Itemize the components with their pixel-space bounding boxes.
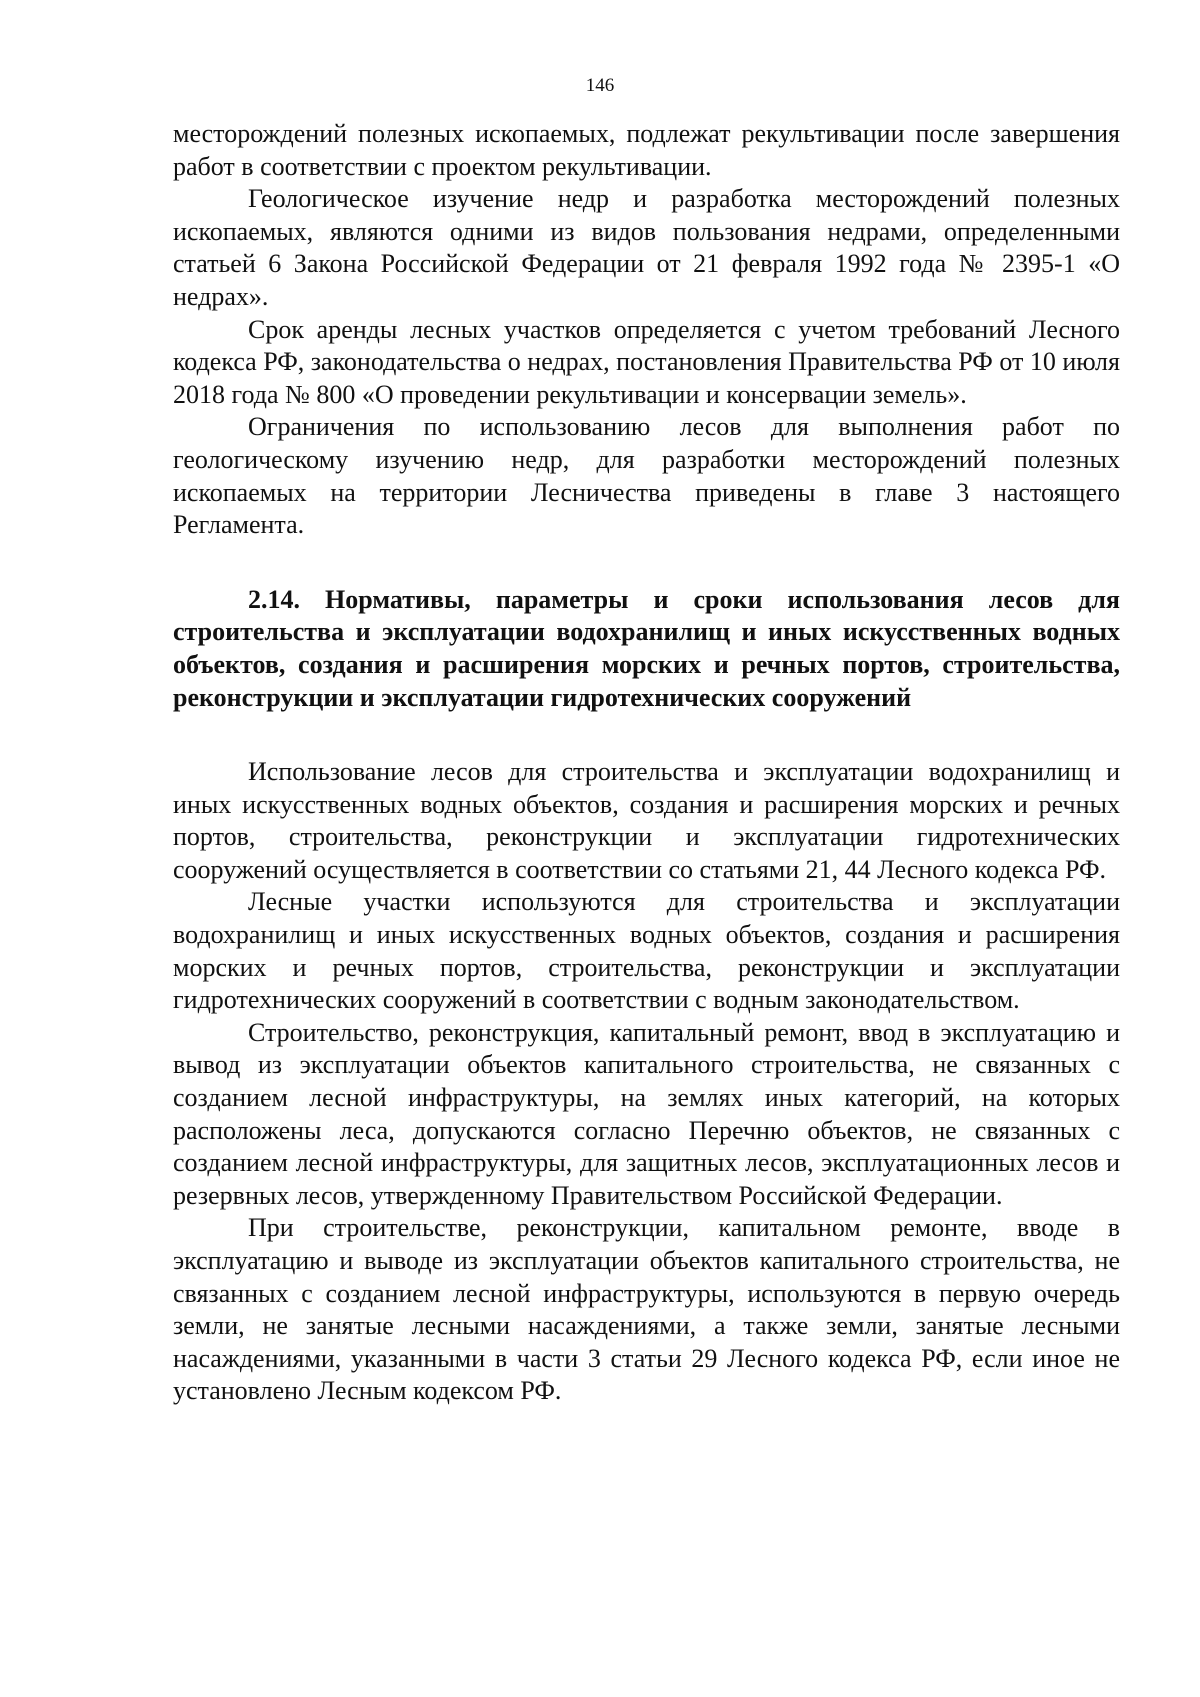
paragraph: При строительстве, реконструкции, капитальном ремонте, вводе в эксплуатацию и выводе из эксплуатации объектов капитального строительства, не связанных с созданием лесной инфраструктуры, используются в первую очередь земли, не занятые лесными насаждениями, а также земли, занятые лесными насаждениями, указанными в части 3 статьи 29 Лесного кодекса РФ, если иное не установлено Лесным кодексом РФ. [173,1213,1120,1406]
paragraph-continuation: месторождений полезных ископаемых, подлежат рекультивации после завершения работ в соответствии с проектом рекультивации. [173,119,1120,181]
paragraph: Срок аренды лесных участков определяется с учетом требований Лесного кодекса РФ, законодательства о недрах, постановления Правительства РФ от 10 июля 2018 года № 800 «О проведении рекультивации и консервации земель». [173,314,1120,409]
paragraph: Строительство, реконструкция, капитальный ремонт, ввод в эксплуатацию и вывод из эксплуатации объектов капитального строительства, не связанных с созданием лесной инфраструктуры, на землях иных категорий, на которых расположены леса, допускаются согласно Перечню объектов, не связанных с созданием лесной инфраструктуры, для защитных лесов, эксплуатационных лесов и резервных лесов, утвержденному Правительством Российской Федерации. [173,1017,1120,1210]
page-content [173,118,1120,1408]
paragraph: Лесные участки используются для строительства и эксплуатации водохранилищ и иных искусственных водных объектов, создания и расширения морских и речных портов, строительства, реконструкции и эксплуатации гидротехнических сооружений в соответствии с водным законодательством. [173,887,1120,1015]
section-heading: 2.14. Нормативы, параметры и сроки использования лесов для строительства и эксплуатации водохранилищ и иных искусственных водных объектов, создания и расширения морских и речных портов, строительства, реконструкции и эксплуатации гидротехнических сооружений [173,584,1120,712]
paragraph: Ограничения по использованию лесов для выполнения работ по геологическому изучению недр, для разработки месторождений полезных ископаемых на территории Лесничества приведены в главе 3 настоящего Регламента. [173,412,1120,540]
paragraph: Геологическое изучение недр и разработка месторождений полезных ископаемых, являются одними из видов пользования недрами, определенными статьей 6 Закона Российской Федерации от 21 февраля 1992 года № 2395-1 «О недрах». [173,184,1120,311]
page-number: 146 [585,75,615,96]
paragraph: Использование лесов для строительства и эксплуатации водохранилищ и иных искусственных водных объектов, создания и расширения морских и речных портов, строительства, реконструкции и эксплуатации гидротехнических сооружений осуществляется в соответствии со статьями 21, 44 Лесного кодекса РФ. [173,757,1120,884]
